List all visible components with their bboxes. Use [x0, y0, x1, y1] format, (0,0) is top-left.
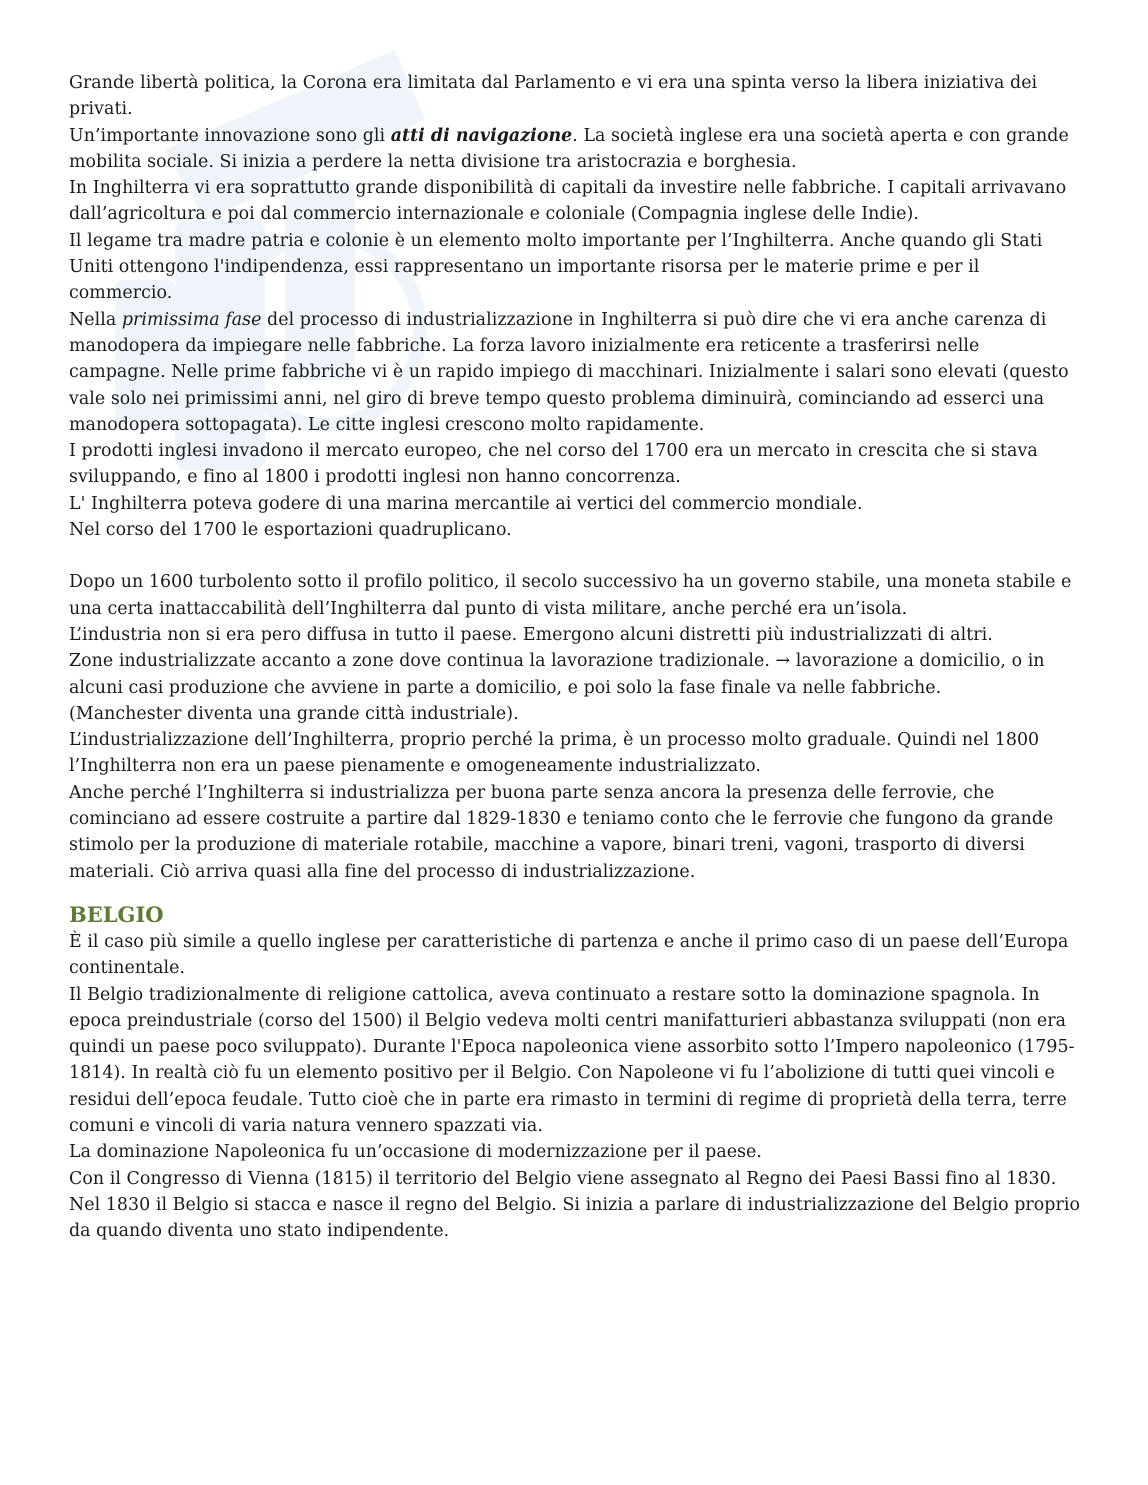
paragraph-spacer: [69, 543, 1081, 569]
paragraph-industry-districts: L’industria non si era pero diffusa in tutto il paese. Emergono alcuni distretti più industrializzati di altri.: [69, 624, 993, 645]
heading-spacer: [69, 885, 1081, 901]
paragraph-capitals: In Inghilterra vi era soprattutto grande disponibilità di capitali da investire nelle fabbriche. I capitali arrivavano dall’agricoltura e poi dal commercio internazionale e coloniale (Compagnia inglese delle Indie).: [69, 178, 1067, 225]
paragraph-merchant-navy: L' Inghilterra poteva godere di una marina mercantile ai vertici del commercio mondiale.: [69, 493, 863, 514]
paragraph-congress-vienna: Con il Congresso di Vienna (1815) il territorio del Belgio viene assegnato al Regno dei Paesi Bassi fino al 1830.: [69, 1168, 1057, 1189]
paragraph-gradual-process: L’industrializzazione dell’Inghilterra, proprio perché la prima, è un processo molto graduale. Quindi nel 1800 l’Inghilterra non era un paese pienamente e omogeneamente industrializzato.: [69, 730, 1040, 777]
paragraph-belgium-similar: È il caso più simile a quello inglese per caratteristiche di partenza e anche il primo caso di un paese dell’Europa continentale.: [69, 931, 1069, 979]
emphasis-atti-di-navigazione: atti di navigazione: [390, 125, 573, 146]
paragraph-manchester: (Manchester diventa una grande città industriale).: [69, 703, 519, 724]
emphasis-primissima-fase: primissima fase: [121, 309, 262, 330]
paragraph-belgium-history: Il Belgio tradizionalmente di religione cattolica, aveva continuato a restare sotto la dominazione spagnola. In epoca preindustriale (corso del 1500) il Belgio vedeva molti centri manifatturieri abbastanza sviluppati (non era quindi un paese poco sviluppato). Durante l'Epoca napoleonica viene assorbito sotto l’Impero napoleonico (1795-1814). In realtà ciò fu un elemento positivo per il Belgio. Con Napoleone vi fu l’abolizione di tutti quei vincoli e residui dell’epoca feudale. Tutto cioè che in parte era rimasto in termini di regime di proprietà della terra, terre comuni e vincoli di varia natura vennero spazzati via.: [69, 984, 1075, 1136]
paragraph-colonies: Il legame tra madre patria e colonie è un elemento molto importante per l’Inghilterra. Anche quando gli Stati Uniti ottengono l'indipendenza, essi rappresentano un importante risorsa per le materie prime e per il commercio.: [69, 230, 1043, 304]
paragraph-navigation-acts: Un’importante innovazione sono gli atti di navigazione. La società inglese era una società aperta e con grande mobilita sociale. Si inizia a perdere la netta divisione tra aristocrazia e borghesia.: [69, 125, 1069, 172]
paragraph-railways: Anche perché l’Inghilterra si industrializza per buona parte senza ancora la presenza delle ferrovie, che cominciano ad essere costruite a partire dal 1829-1830 e teniamo conto che le ferrovie che fungono da grande stimolo per la produzione di materiale rotabile, macchine a vapore, binari treni, vagoni, trasporto di diversi materiali. Ciò arriva quasi alla fine del processo di industrializzazione.: [69, 782, 1054, 882]
paragraph-first-phase: Nella primissima fase del processo di industrializzazione in Inghilterra si può dire che vi era anche carenza di manodopera da impiegare nelle fabbriche. La forza lavoro inizialmente era reticente a trasferirsi nelle campagne. Nelle prime fabbriche vi è un rapido impiego di macchinari. Inizialmente i salari sono elevati (questo vale solo nei primissimi anni, nel giro di breve tempo questo problema diminuirà, cominciando ad esserci una manodopera sottopagata). Le citte inglesi crescono molto rapidamente.: [69, 309, 1069, 435]
paragraph-stable-government: Dopo un 1600 turbolento sotto il profilo politico, il secolo successivo ha un governo stabile, una moneta stabile e una certa inattaccabilità dell’Inghilterra dal punto di vista militare, anche perché era un’isola.: [69, 572, 1072, 619]
paragraph-english-products: I prodotti inglesi invadono il mercato europeo, che nel corso del 1700 era un mercato in crescita che si stava sviluppando, e fino al 1800 i prodotti inglesi non hanno concorrenza.: [69, 441, 1038, 488]
paragraph-belgium-independence: Nel 1830 il Belgio si stacca e nasce il regno del Belgio. Si inizia a parlare di industrializzazione del Belgio proprio da quando diventa uno stato indipendente.: [69, 1194, 1080, 1242]
paragraph-industrial-zones: Zone industrializzate accanto a zone dove continua la lavorazione tradizionale. → lavorazione a domicilio, o in alcuni casi produzione che avviene in parte a domicilio, e poi solo la fase finale va nelle fabbriche.: [69, 651, 1045, 698]
paragraph-napoleonic-modernization: La dominazione Napoleonica fu un’occasione di modernizzazione per il paese.: [69, 1142, 762, 1163]
paragraph-england-freedom: Grande libertà politica, la Corona era limitata dal Parlamento e vi era una spinta verso la libera iniziativa dei privati.: [69, 73, 1038, 120]
section-heading-belgio: BELGIO: [69, 901, 164, 927]
paragraph-exports: Nel corso del 1700 le esportazioni quadruplicano.: [69, 520, 512, 541]
document-page: [69, 70, 1081, 1244]
